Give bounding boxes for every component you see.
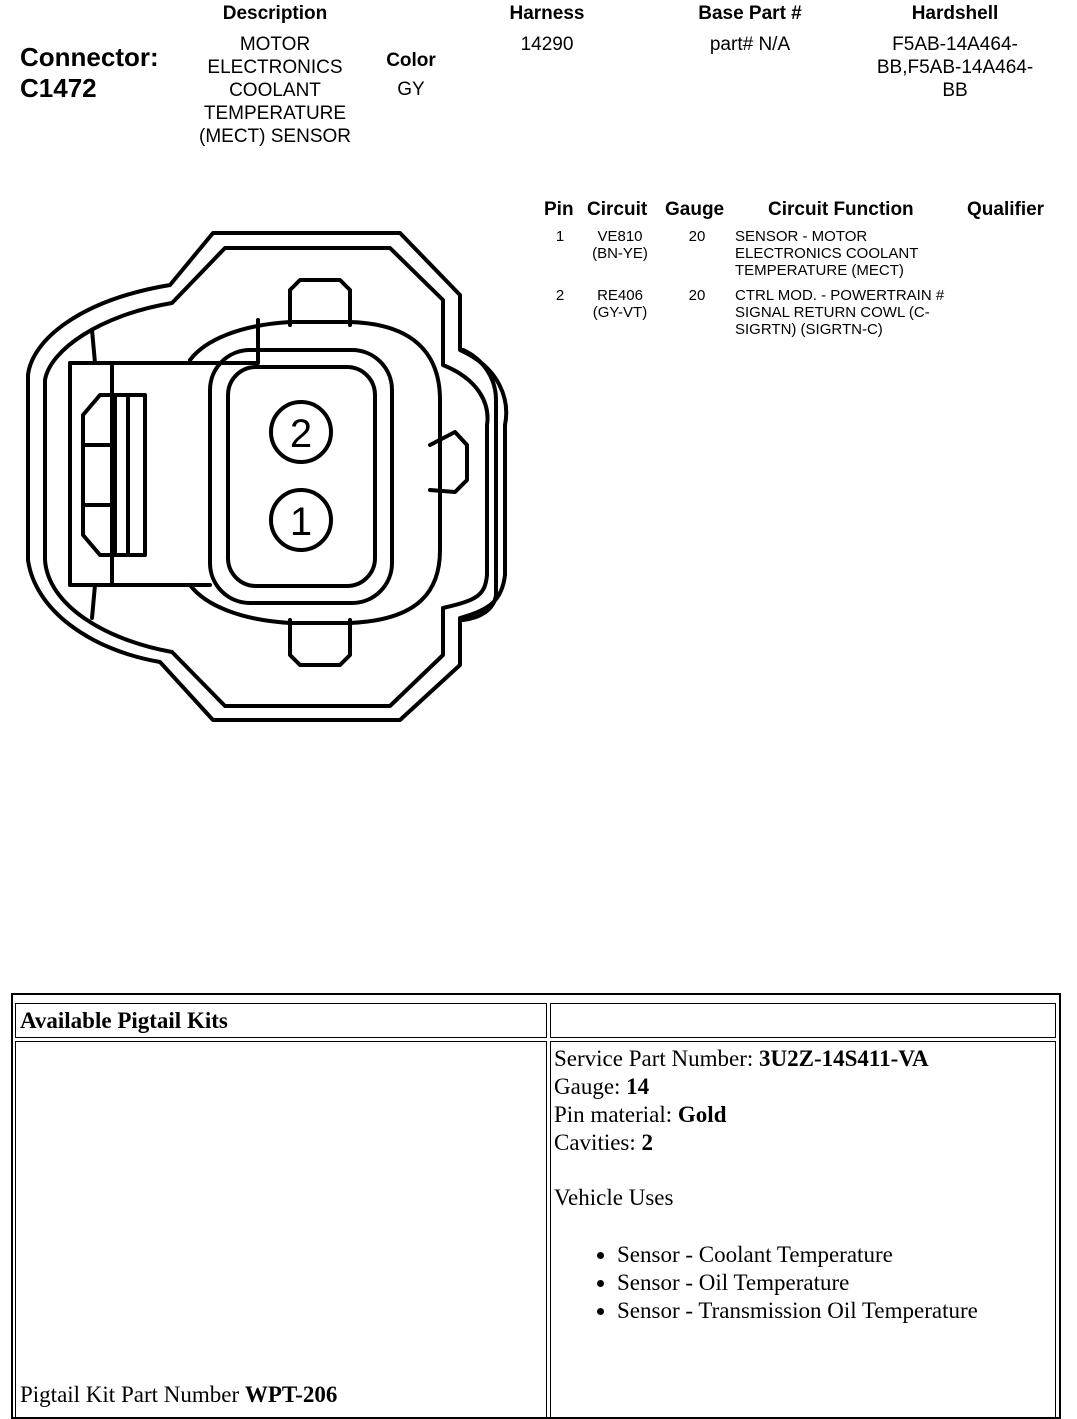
description-value: [175, 33, 375, 148]
pigtail-title: [15, 1003, 547, 1038]
gauge-row: [554, 1073, 1052, 1101]
pin-number: 1: [555, 228, 565, 245]
description-line: ELECTRONICS: [207, 57, 343, 78]
pigtail-details-cell: [550, 1041, 1056, 1419]
right-latch: [430, 432, 467, 492]
hardshell-line: BB,F5AB-14A464-: [876, 57, 1034, 78]
vehicle-use-item: • Sensor - Transmission Oil Temperature: [617, 1297, 1052, 1325]
top-latch: [290, 280, 350, 325]
function-line: TEMPERATURE (MECT): [735, 262, 904, 279]
qualifier-col-header: Qualifier: [967, 199, 1045, 220]
outer-shell-outline: [28, 233, 506, 720]
circuit-col-header: Circuit: [587, 199, 648, 220]
function-line: ELECTRONICS COOLANT: [735, 245, 919, 262]
function-col-header: Circuit Function: [768, 199, 914, 220]
cavities-label: Cavities:: [554, 1130, 642, 1155]
circuit-color: (BN-YE): [592, 245, 648, 262]
color-value: GY: [397, 79, 425, 100]
connector-face-diagram: [0, 200, 540, 760]
gauge-value: 14: [626, 1074, 650, 1099]
pin-material-label: Pin material:: [554, 1102, 678, 1127]
description-line: (MECT) SENSOR: [199, 126, 351, 147]
connector-id: C1472: [20, 73, 97, 103]
description-line: COOLANT: [229, 80, 321, 101]
hardshell-header: Hardshell: [911, 3, 999, 24]
color-header: Color: [386, 50, 436, 71]
pin-function: [735, 287, 975, 338]
hardshell-line: BB: [942, 80, 968, 101]
pigtail-title-spacer: [550, 1003, 1056, 1038]
vehicle-uses-label: Vehicle Uses: [554, 1185, 674, 1210]
pin-number: 2: [555, 287, 565, 304]
pigtail-kit-number: [20, 1382, 337, 1408]
pin-1-label: 1: [289, 500, 313, 544]
hardshell-line: F5AB-14A464-: [892, 34, 1018, 55]
gauge-col-header: Gauge: [665, 199, 725, 220]
harness-value: 14290: [520, 34, 574, 55]
base-part-header: Base Part #: [698, 3, 802, 24]
pin-gauge: 20: [688, 287, 706, 304]
circuit-color: (GY-VT): [592, 304, 648, 321]
description-line: TEMPERATURE: [203, 103, 347, 124]
service-part-value: 3U2Z-14S411-VA: [759, 1046, 929, 1071]
gauge-label: Gauge:: [554, 1074, 627, 1099]
vehicle-use-item: • Sensor - Coolant Temperature: [617, 1241, 1052, 1269]
connector-label: Connector:: [20, 42, 159, 72]
vehicle-uses-list: [554, 1241, 1052, 1325]
pin-circuit: [575, 228, 665, 262]
harness-header: Harness: [509, 3, 585, 24]
pin-housing-inner: [228, 367, 375, 586]
pin-material-row: [554, 1101, 1052, 1129]
pin-circuit: [575, 287, 665, 321]
function-line: CTRL MOD. - POWERTRAIN #: [735, 287, 945, 304]
pigtail-image-cell: [15, 1041, 547, 1419]
cavities-value: 2: [641, 1130, 654, 1155]
kit-label: Pigtail Kit Part Number: [20, 1382, 245, 1407]
service-part-label: Service Part Number:: [554, 1046, 760, 1071]
cavities-row: [554, 1129, 1052, 1157]
description-line: MOTOR: [239, 34, 311, 55]
connector-title: [20, 42, 159, 104]
bottom-latch: [290, 620, 350, 665]
pin-col-header: Pin: [544, 199, 574, 220]
circuit-id: RE406: [597, 287, 643, 304]
pin-housing-outer: [210, 350, 392, 603]
pin-function: [735, 228, 975, 279]
description-header: Description: [222, 3, 328, 24]
kit-value: WPT-206: [244, 1382, 338, 1407]
function-line: SENSOR - MOTOR: [735, 228, 868, 245]
function-line: SIGRTN) (SIGRTN-C): [735, 321, 883, 338]
function-line: SIGNAL RETURN COWL (C-: [735, 304, 930, 321]
pin-material-value: Gold: [677, 1102, 727, 1127]
pin-2-label: 2: [289, 412, 313, 456]
service-part-row: [554, 1045, 1052, 1073]
vehicle-use-item: • Sensor - Oil Temperature: [617, 1269, 1052, 1297]
left-body-block: [95, 320, 258, 585]
base-part-value: part# N/A: [709, 34, 791, 55]
circuit-id: VE810: [597, 228, 643, 245]
pin-gauge: 20: [688, 228, 706, 245]
hardshell-value: [860, 33, 1050, 102]
pigtail-title-text: Available Pigtail Kits: [20, 1008, 228, 1033]
